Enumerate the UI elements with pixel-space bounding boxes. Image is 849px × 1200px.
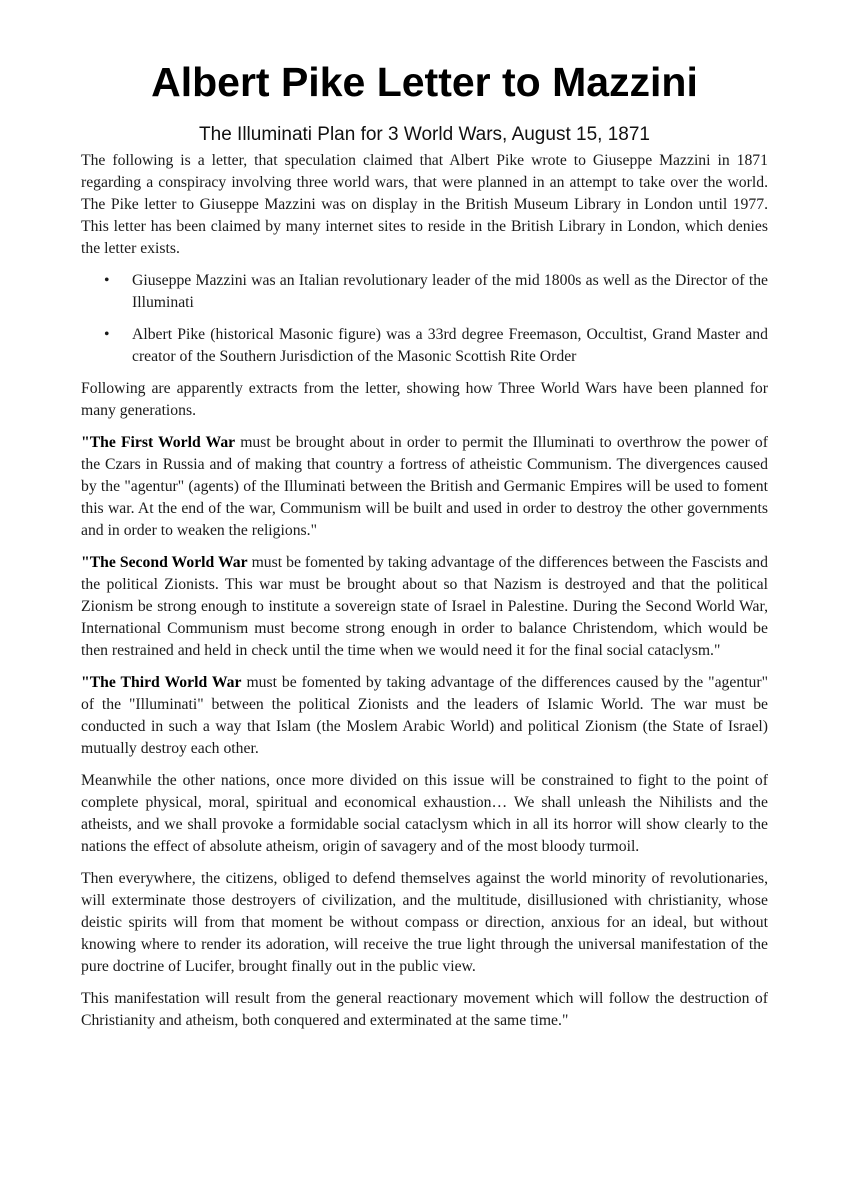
intro-paragraph: The following is a letter, that speculation claimed that Albert Pike wrote to Giuseppe Mazzini in 1871 regarding a conspiracy involving three world wars, that were planned in an attempt to take over the world. The Pike letter to Giuseppe Mazzini was on display in the British Museum Library in London until 1977. This letter has been claimed by many internet sites to reside in the British Library in London, which denies the letter exists.	[81, 152, 768, 257]
second-world-war-paragraph	[81, 552, 768, 662]
page-subtitle: The Illuminati Plan for 3 World Wars, August 15, 1871	[199, 124, 650, 145]
extracts-intro-paragraph: Following are apparently extracts from the letter, showing how Three World Wars have been planned for many generations.	[81, 380, 768, 419]
open-quote: "	[81, 674, 90, 691]
closing-paragraph: Then everywhere, the citizens, obliged to defend themselves against the world minority of revolutionaries, will exterminate those destroyers of civilization, and the multitude, disillusioned with christianity, whose deistic spirits will from that moment be without compass or direction, anxious for an ideal, but without knowing where to render its adoration, will receive the true light through the universal manifestation of the pure doctrine of Lucifer, brought finally out in the public view.	[81, 870, 768, 975]
first-world-war-paragraph	[81, 432, 768, 542]
closing-paragraph: Meanwhile the other nations, once more divided on this issue will be constrained to fight to the point of complete physical, moral, spiritual and economical exhaustion… We shall unleash the Nihilists and the atheists, and we shall provoke a formidable social cataclysm which in all its horror will show clearly to the nations the effect of absolute atheism, origin of savagery and of the most bloody turmoil.	[81, 772, 768, 855]
war-heading: The First World War	[89, 434, 236, 451]
open-quote: "	[81, 434, 90, 451]
open-quote: "	[81, 554, 90, 571]
third-world-war-paragraph	[81, 672, 768, 760]
war-text: must be brought about in order to permit the Illuminati to overthrow the power of the Czars in Russia and of making that country a fortress of atheistic Communism. The divergences caused by the "agentur" (agents) of the Illuminati between the British and Germanic Empires will be used to foment this war. At the end of the war, Communism will be built and used in order to destroy the other governments and in order to weaken the religions."	[81, 434, 768, 539]
list-item	[81, 270, 768, 314]
bullet-icon: •	[104, 326, 110, 343]
war-text: must be fomented by taking advantage of the differences between the Fascists and the political Zionists. This war must be brought about so that Nazism is destroyed and that the political Zionism be strong enough to institute a sovereign state of Israel in Palestine. During the Second World War, International Communism must become strong enough in order to balance Christendom, which would be then restrained and held in check until the time when we would need it for the final social cataclysm."	[81, 554, 768, 659]
war-text: must be fomented by taking advantage of the differences caused by the "agentur" of the "Illuminati" between the political Zionists and the leaders of Islamic World. The war must be conducted in such a way that Islam (the Moslem Arabic World) and political Zionism (the State of Israel) mutually destroy each other.	[81, 674, 769, 757]
bullet-icon: •	[104, 272, 110, 289]
page-title: Albert Pike Letter to Mazzini	[151, 59, 698, 105]
list-item-text: Albert Pike (historical Masonic figure) was a 33rd degree Freemason, Occultist, Grand Master and creator of the Southern Jurisdiction of the Masonic Scottish Rite Order	[132, 326, 768, 365]
war-heading: The Second World War	[89, 554, 248, 571]
bullet-list	[81, 270, 768, 368]
war-heading: The Third World War	[89, 674, 242, 691]
closing-paragraph: This manifestation will result from the general reactionary movement which will follow the destruction of Christianity and atheism, both conquered and exterminated at the same time."	[81, 990, 768, 1029]
document-body	[81, 150, 768, 1032]
list-item	[81, 324, 768, 368]
list-item-text: Giuseppe Mazzini was an Italian revolutionary leader of the mid 1800s as well as the Director of the Illuminati	[132, 272, 768, 311]
